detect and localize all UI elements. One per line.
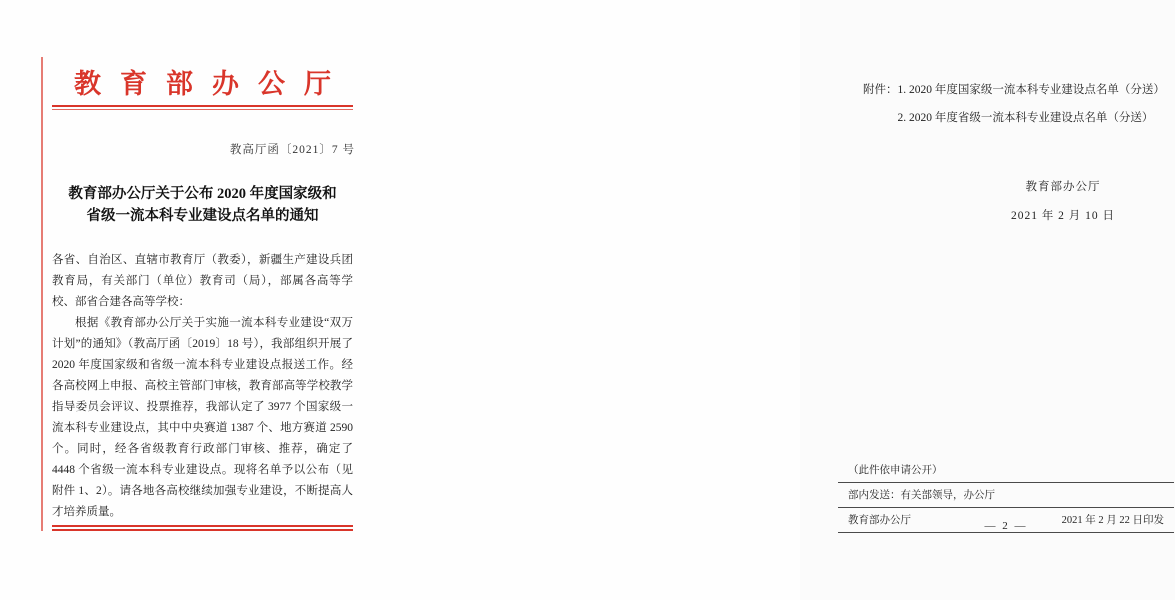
attachment-item-1: 1. 2020 年度国家级一流本科专业建设点名单（分送） xyxy=(897,84,1165,96)
signature-date: 2021 年 2 月 10 日 xyxy=(1010,210,1116,222)
salutation: 各省、自治区、直辖市教育厅（教委），新疆生产建设兵团教育局，有关部门（单位）教育司（局），部属各高等学校、部省合建各高等学校： xyxy=(52,254,353,308)
masthead-title: 教育部办公厅 xyxy=(74,69,350,99)
document-title xyxy=(46,183,359,227)
attachments-list xyxy=(863,76,1175,132)
document-title-line2: 省级一流本科专业建设点名单的通知 xyxy=(86,208,319,224)
doc-number: 教高厅函〔2021〕7 号 xyxy=(229,144,355,156)
document-title-line1: 教育部办公厅关于公布 2020 年度国家级和 xyxy=(68,186,337,202)
body-paragraph: 根据《教育部办公厅关于实施一流本科专业建设“双万计划”的通知》（教高厅函〔2019〕18 号），我部组织开展了 2020 年度国家级和省级一流本科专业建设点报送工作。经各高校网上申报、高校主管部门审核，教育部高等学校教学指导委员会评议、投票推荐，我部认定了 3977 个国家级一流本科专业建设点，其中中央赛道 1387 个、地方赛道 2590 个。同时，经各省级教育行政部门审核、推荐，确定了 4448 个省级一流本科专业建设点。现将名单予以公布（见附件 1、2）。请各地各高校继续加强专业建设，不断提高人才培养质量。 xyxy=(52,317,353,518)
red-double-rule xyxy=(52,105,353,110)
red-vertical-rule xyxy=(41,57,43,531)
page-1 xyxy=(0,0,398,600)
document-body xyxy=(52,250,353,523)
footer-distribution: 部内发送：有关部领导，办公厅 xyxy=(838,483,1174,508)
page-number: — 2 — xyxy=(984,520,1028,532)
footer-issuer: 教育部办公厅 xyxy=(848,515,911,526)
footer-disclosure-note: （此件依申请公开） xyxy=(838,458,1174,483)
red-bottom-rule xyxy=(52,525,353,531)
footer-print-date: 2021 年 2 月 22 日印发 xyxy=(1061,515,1164,526)
attachment-item-2: 2. 2020 年度省级一流本科专业建设点名单（分送） xyxy=(897,112,1154,124)
signature-block xyxy=(953,178,1173,223)
page-2 xyxy=(398,0,1165,600)
attachments-label: 附件： xyxy=(863,84,898,96)
signature-org: 教育部办公厅 xyxy=(1025,181,1101,193)
